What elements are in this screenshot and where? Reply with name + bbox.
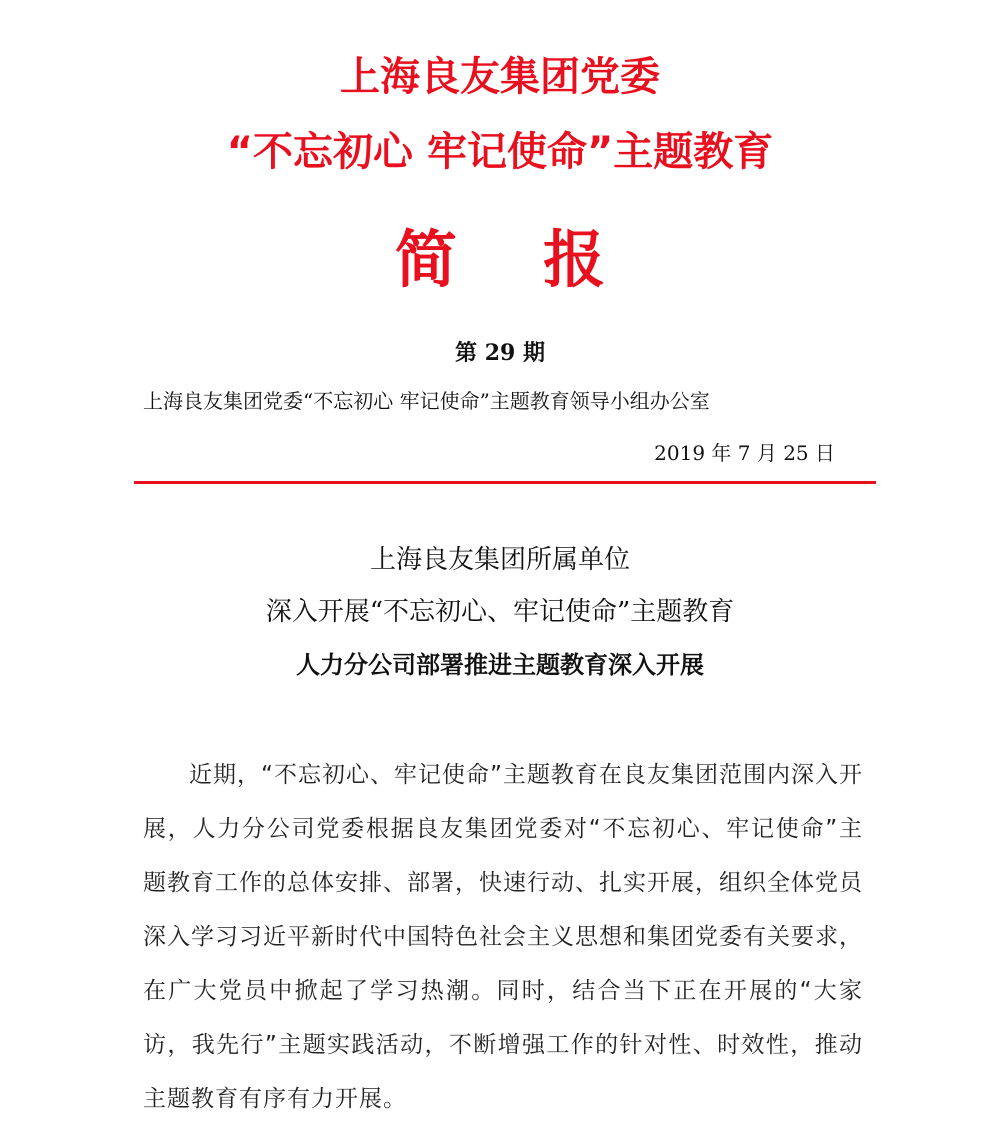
issuing-office: 上海良友集团党委“不忘初心 牢记使命”主题教育领导小组办公室: [143, 389, 710, 413]
issue-number: 第 29 期: [455, 340, 545, 366]
article-paragraph: 近期，“不忘初心、牢记使命”主题教育在良友集团范围内深入开展，人力分公司党委根据良友集团党委对“不忘初心、牢记使命”主题教育工作的总体安排、部署，快速行动、扎实开展，组织全体党员深入学习习近平新时代中国特色社会主义思想和集团党委有关要求，在广大党员中掀起了学习热潮。同时，结合当下正在开展的“大家访，我先行”主题实践活动，不断增强工作的针对性、时效性，推动主题教育有序有力开展。: [143, 762, 863, 1112]
header-org-title: 上海良友集团党委: [340, 54, 660, 100]
bulletin-title: 简 报: [394, 223, 606, 296]
header-theme-title: “不忘初心 牢记使命”主题教育: [226, 129, 774, 175]
article-subheading: 人力分公司部署推进主题教育深入开展: [296, 650, 704, 679]
article-heading-2: 深入开展“不忘初心、牢记使命”主题教育: [265, 597, 735, 627]
issue-date: 2019 年 7 月 25 日: [654, 441, 835, 465]
red-divider: [134, 481, 876, 484]
article-heading-1: 上海良友集团所属单位: [369, 545, 630, 575]
